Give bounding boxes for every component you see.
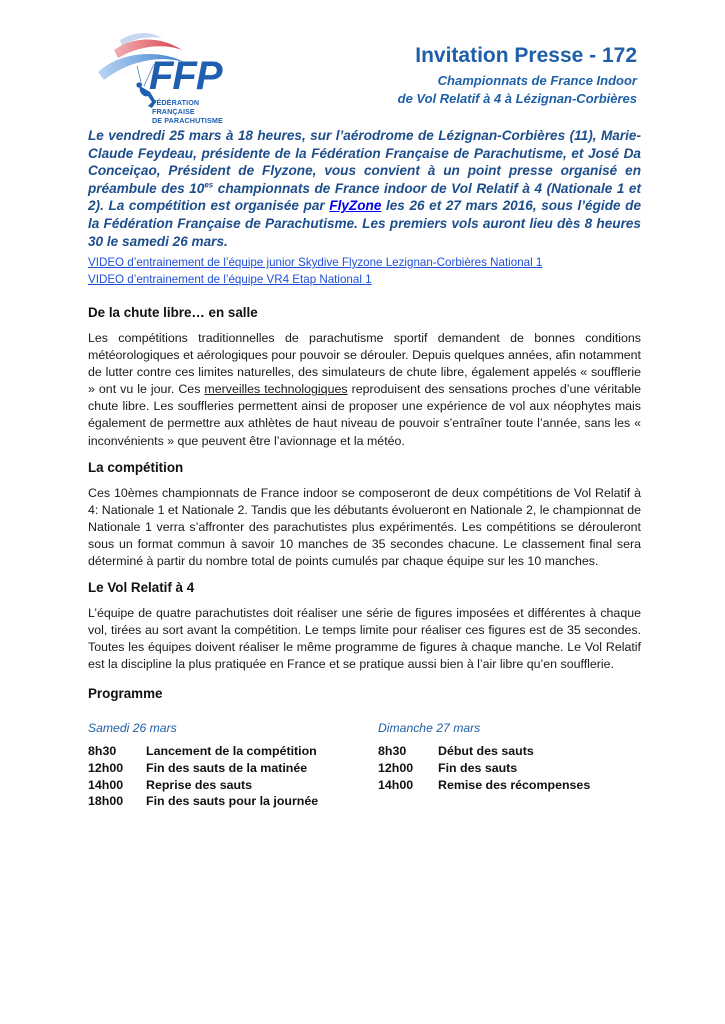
day-sunday-label: Dimanche 27 mars (378, 721, 481, 735)
document-header (398, 44, 637, 108)
schedule-row: 14h00 Remise des récompenses (378, 777, 591, 792)
section-heading: La compétition (88, 460, 184, 475)
underlined-text: merveilles technologiques (204, 382, 348, 397)
superscript-es: es (204, 180, 214, 190)
schedule-row: 12h00 Fin des sauts de la matinée (88, 760, 308, 775)
section-heading: Le Vol Relatif à 4 (88, 580, 195, 595)
schedule-sunday (378, 743, 590, 793)
schedule-saturday (88, 743, 318, 810)
video-link-junior[interactable]: VIDEO d’entrainement de l’équipe junior Skydive Flyzone Lezignan-Corbières National 1 (88, 256, 543, 269)
subtitle-line-2: de Vol Relatif à 4 à Lézignan-Corbières (397, 91, 637, 106)
schedule-row: 18h00 Fin des sauts pour la journée (88, 794, 319, 809)
section-text: Les compétitions traditionnelles de parachutisme sportif demandent de bonnes conditions météorologiques et aérologiques pour pouvoir se dérouler. Depuis quelques années, afin notamment de lutter contre ces limites naturelles, des simulateurs de chute libre, également appelés « soufflerie » ont vu le jour. Ces merveilles technologiques reproduisent des sensations proches d’une véritable chute libre. Les souffleries permettent ainsi de proposer une expérience de vol aux néophytes mais également de permettre aux athlètes de haut niveau de pouvoir s’entraîner toute l’année, sans les « inconvénients » que peuvent être l’avionnage et la météo. (88, 331, 641, 448)
logo-acronym: FFP (149, 54, 222, 98)
logo-subtitle: FÉDÉRATION FRANÇAISE DE PARACHUTISME (152, 98, 223, 125)
section-vol-relatif (88, 580, 641, 673)
intro-paragraph: Le vendredi 25 mars à 18 heures, sur l’aérodrome de Lézignan-Corbières (11), Marie-Claude Feydeau, présidente de la Fédération Française de Parachutisme, et José Da Conceiçao, Président de Flyzone, vous convient à un point presse organisé en préambule des $10^{es}$ championnats de France indoor de Vol Relatif à 4 (Nationale 1 et 2). La compétition est organisée par FlyZone les 26 et 27 mars 2016, sous l’égide de la Fédération Française de Parachutisme. Les premiers vols auront lieu dès 8 heures 30 le samedi 26 mars. (88, 128, 642, 249)
schedule-row: 8h30 Lancement de la compétition (88, 744, 317, 758)
video-links (88, 254, 542, 288)
schedule-row: 12h00 Fin des sauts (378, 760, 518, 775)
schedule-row: 14h00 Reprise des sauts (88, 777, 253, 792)
section-chute-libre (88, 305, 641, 450)
page-title: Invitation Presse - 172 (415, 44, 637, 67)
flyzone-link[interactable]: FlyZone (329, 198, 382, 214)
schedule-row: 8h30 Début des sauts (378, 744, 534, 758)
section-text: Ces 10èmes championnats de France indoor se composeront de deux compétitions de Vol Relatif à 4: Nationale 1 et Nationale 2. Tandis que les débutants évolueront en Nationale 2, le championnat de Nationale 1 verra s’affronter des parachutistes plus expérimentés. Les compétitions se dérouleront sous un format commun à savoir 10 manches de 35 secondes chacune. Le classement final sera déterminé à partir du nombre total de points cumulés par chaque équipe sur les 10 manches. (88, 486, 641, 569)
video-link-vr4-etap[interactable]: VIDEO d’entrainement de l’équipe VR4 Etap National 1 (88, 273, 372, 286)
programme-heading: Programme (88, 686, 163, 701)
subtitle-line-1: Championnats de France Indoor (437, 73, 637, 88)
day-saturday-label: Samedi 26 mars (88, 721, 177, 735)
ffp-logo (92, 28, 242, 123)
section-heading: De la chute libre… en salle (88, 305, 258, 320)
section-competition (88, 460, 641, 570)
section-text: L’équipe de quatre parachutistes doit réaliser une série de figures imposées et différentes à chaque vol, tirées au sort avant la compétition. Le temps limite pour réaliser ces figures est de 35 secondes. Toutes les équipes doivent réaliser le même programme de figures à chaque manche. Le Vol Relatif est la discipline la plus pratiquée en France et se pratique aussi bien à l’air libre qu’en soufflerie. (88, 606, 641, 672)
